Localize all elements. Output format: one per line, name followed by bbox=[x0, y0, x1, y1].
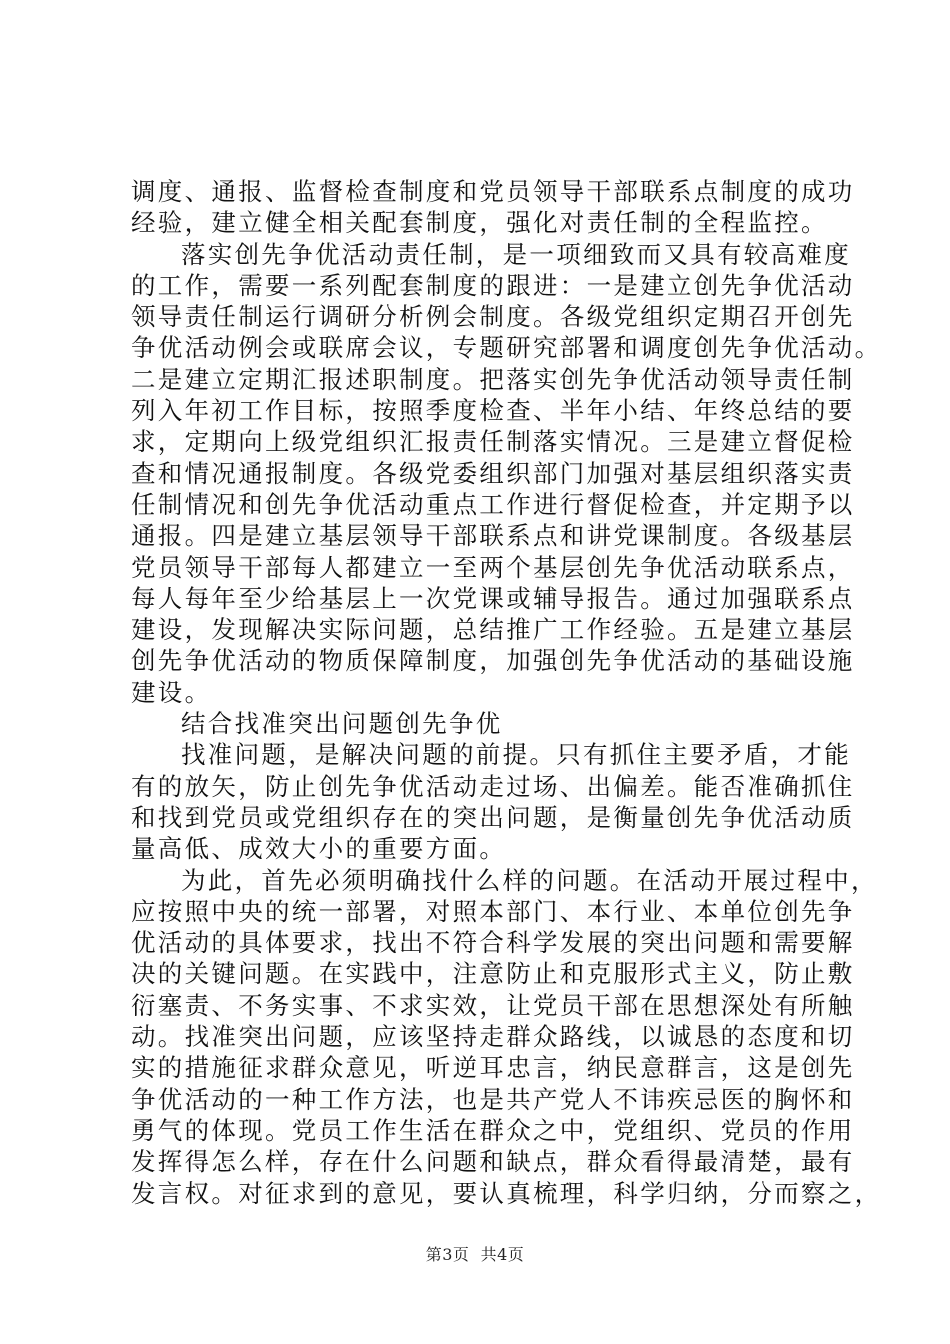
text-line: 优活动的具体要求，找出不符合科学发展的突出问题和需要解 bbox=[131, 928, 855, 958]
text-line: 争优活动例会或联席会议，专题研究部署和调度创先争优活动。 bbox=[131, 333, 882, 363]
text-line: 求，定期向上级党组织汇报责任制落实情况。三是建立督促检 bbox=[131, 427, 855, 457]
text-line: 落实创先争优活动责任制，是一项细致而又具有较高难度 bbox=[181, 239, 851, 269]
text-line: 量高低、成效大小的重要方面。 bbox=[131, 834, 507, 864]
text-line: 动。找准突出问题，应该坚持走群众路线，以诚恳的态度和切 bbox=[131, 1022, 855, 1052]
text-line: 建设。 bbox=[131, 677, 212, 707]
text-line: 的工作，需要一系列配套制度的跟进：一是建立创先争优活动 bbox=[131, 270, 855, 300]
text-line: 为此，首先必须明确找什么样的问题。在活动开展过程中， bbox=[181, 865, 878, 895]
page-number-label: 第3页 共4页 bbox=[425, 1245, 525, 1264]
text-line: 勇气的体现。党员工作生活在群众之中，党组织、党员的作用 bbox=[131, 1115, 855, 1145]
page-footer bbox=[0, 1245, 950, 1265]
text-line: 每人每年至少给基层上一次党课或辅导报告。通过加强联系点 bbox=[131, 583, 855, 613]
text-line: 经验，建立健全相关配套制度，强化对责任制的全程监控。 bbox=[131, 208, 828, 238]
text-line: 任制情况和创先争优活动重点工作进行督促检查，并定期予以 bbox=[131, 489, 855, 519]
text-line: 和找到党员或党组织存在的突出问题，是衡量创先争优活动质 bbox=[131, 802, 855, 832]
text-line: 应按照中央的统一部署，对照本部门、本行业、本单位创先争 bbox=[131, 896, 855, 926]
text-line: 党员领导干部每人都建立一至两个基层创先争优活动联系点， bbox=[131, 552, 855, 582]
text-line: 通报。四是建立基层领导干部联系点和讲党课制度。各级基层 bbox=[131, 521, 855, 551]
text-line: 衍塞责、不务实事、不求实效，让党员干部在思想深处有所触 bbox=[131, 990, 855, 1020]
text-line: 结合找准突出问题创先争优 bbox=[181, 709, 503, 739]
text-line: 争优活动的一种工作方法，也是共产党人不讳疾忌医的胸怀和 bbox=[131, 1084, 855, 1114]
text-line: 找准问题，是解决问题的前提。只有抓住主要矛盾，才能 bbox=[181, 740, 851, 770]
text-line: 发挥得怎么样，存在什么问题和缺点，群众看得最清楚，最有 bbox=[131, 1147, 855, 1177]
text-line: 决的关键问题。在实践中，注意防止和克服形式主义，防止敷 bbox=[131, 959, 855, 989]
text-line: 调度、通报、监督检查制度和党员领导干部联系点制度的成功 bbox=[131, 177, 855, 206]
text-line: 发言权。对征求到的意见，要认真梳理，科学归纳，分而察之， bbox=[131, 1178, 882, 1208]
text-line: 建设，发现解决实际问题，总结推广工作经验。五是建立基层 bbox=[131, 615, 855, 645]
text-line: 创先争优活动的物质保障制度，加强创先争优活动的基础设施 bbox=[131, 646, 855, 676]
text-line: 实的措施征求群众意见，听逆耳忠言，纳民意群言，这是创先 bbox=[131, 1053, 855, 1083]
document-body bbox=[131, 176, 882, 1209]
text-line: 二是建立定期汇报述职制度。把落实创先争优活动领导责任制 bbox=[131, 364, 855, 394]
text-line: 列入年初工作目标，按照季度检查、半年小结、年终总结的要 bbox=[131, 396, 855, 426]
text-line: 领导责任制运行调研分析例会制度。各级党组织定期召开创先 bbox=[131, 302, 855, 332]
text-line: 查和情况通报制度。各级党委组织部门加强对基层组织落实责 bbox=[131, 458, 855, 488]
text-line: 有的放矢，防止创先争优活动走过场、出偏差。能否准确抓住 bbox=[131, 771, 855, 801]
